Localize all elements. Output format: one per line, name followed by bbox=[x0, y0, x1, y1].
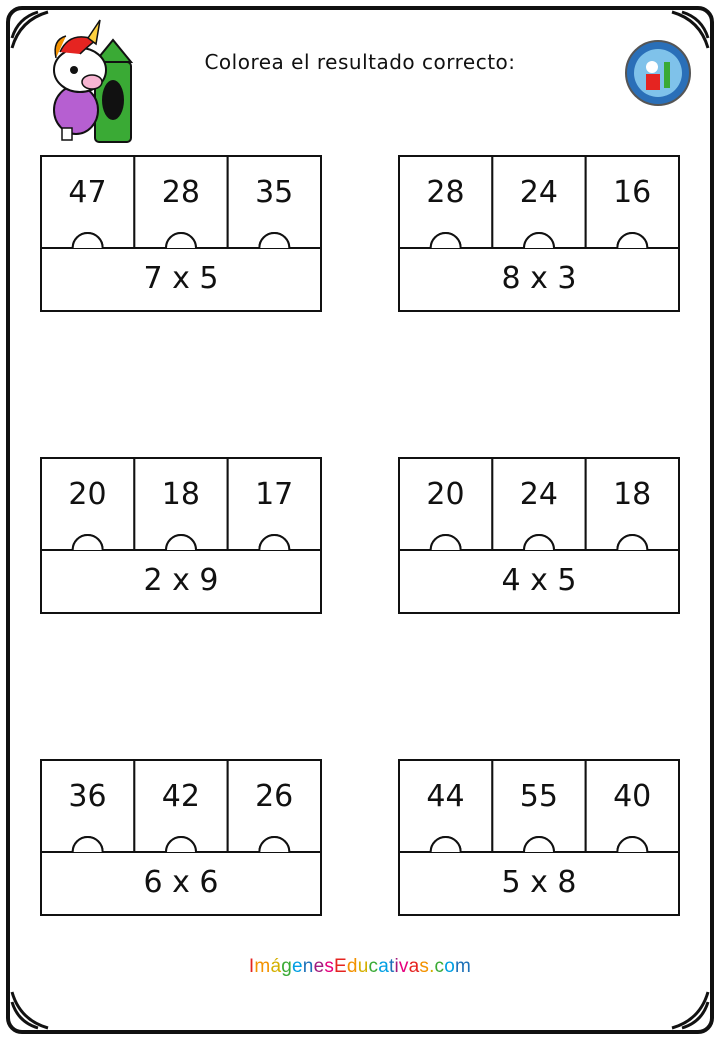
operation-label: 8 x 3 bbox=[501, 261, 577, 296]
operation-label: 4 x 5 bbox=[501, 563, 577, 598]
answer-option[interactable]: 35 bbox=[255, 175, 294, 210]
answer-option[interactable]: 20 bbox=[426, 477, 465, 512]
operation-label: 7 x 5 bbox=[143, 261, 219, 296]
answer-option[interactable]: 36 bbox=[68, 779, 107, 814]
operation-label: 2 x 9 bbox=[143, 563, 219, 598]
answer-option[interactable]: 24 bbox=[519, 175, 558, 210]
instruction-text: Colorea el resultado correcto: bbox=[204, 50, 516, 74]
answer-option[interactable]: 47 bbox=[68, 175, 107, 210]
answer-option[interactable]: 17 bbox=[255, 477, 294, 512]
answer-option[interactable]: 55 bbox=[519, 779, 558, 814]
answer-option[interactable]: 40 bbox=[613, 779, 652, 814]
answer-option[interactable]: 20 bbox=[68, 477, 107, 512]
answer-option[interactable]: 28 bbox=[426, 175, 465, 210]
answer-option[interactable]: 26 bbox=[255, 779, 294, 814]
answer-option[interactable]: 18 bbox=[161, 477, 200, 512]
answer-option[interactable]: 16 bbox=[613, 175, 652, 210]
answer-option[interactable]: 18 bbox=[613, 477, 652, 512]
imagenes-educativas-logo-icon bbox=[626, 41, 690, 105]
answer-option[interactable]: 28 bbox=[161, 175, 200, 210]
answer-option[interactable]: 42 bbox=[161, 779, 200, 814]
unicorn-with-crayon-icon bbox=[54, 20, 131, 142]
answer-option[interactable]: 44 bbox=[426, 779, 465, 814]
operation-label: 6 x 6 bbox=[143, 865, 219, 900]
operation-label: 5 x 8 bbox=[501, 865, 577, 900]
answer-option[interactable]: 24 bbox=[519, 477, 558, 512]
footer-brand: ImágenesEducativas.com bbox=[248, 956, 472, 977]
